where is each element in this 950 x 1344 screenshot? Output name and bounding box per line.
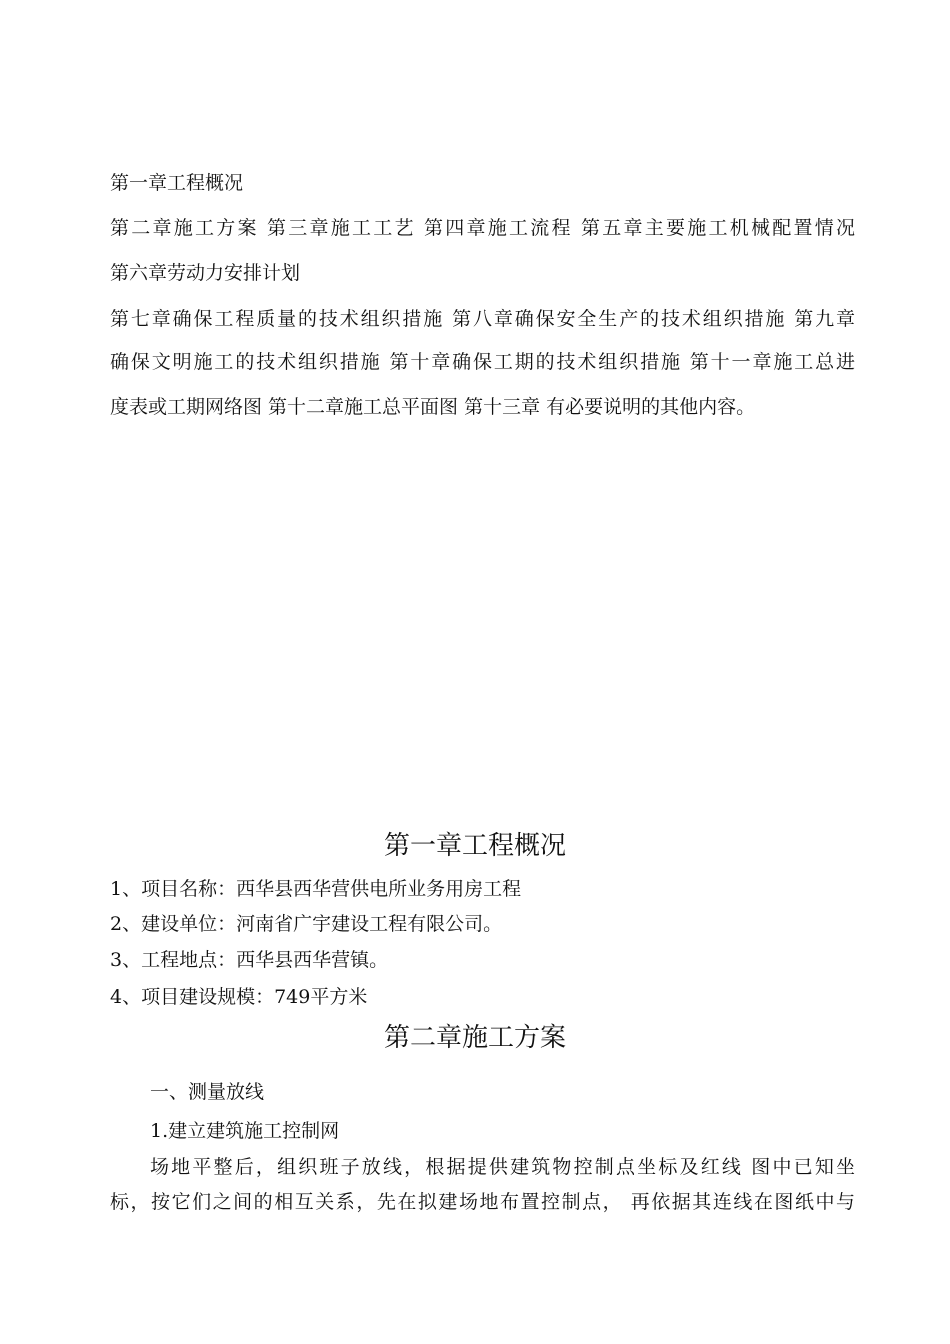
chapter-1-title: 第一章工程概况 — [383, 831, 566, 861]
chapter-2-title: 第二章施工方案 — [383, 1023, 566, 1053]
chapter-1-item-1: 1、项目名称：西华县西华营供电所业务用房工程 — [110, 878, 522, 900]
chapter-1-item-4: 4、项目建设规模：749平方米 — [110, 986, 368, 1008]
toc-line-5: 确保文明施工的技术组织措施 第十章确保工期的技术组织措施 第十一章施工总进 — [110, 351, 855, 373]
chapter-1-item-2: 2、建设单位：河南省广宇建设工程有限公司。 — [110, 913, 503, 935]
chapter-1-item-3: 3、工程地点：西华县西华营镇。 — [110, 949, 389, 971]
toc-line-3: 第六章劳动力安排计划 — [110, 262, 301, 284]
paragraph-line-1: 场地平整后，组织班子放线，根据提供建筑物控制点坐标及红线 图中已知坐 — [150, 1156, 855, 1178]
subsection-control-network: 1.建立建筑施工控制网 — [150, 1120, 340, 1142]
paragraph-line-2: 标，按它们之间的相互关系，先在拟建场地布置控制点， 再依据其连线在图纸中与 — [110, 1191, 855, 1213]
toc-line-1: 第一章工程概况 — [110, 172, 244, 194]
toc-line-4: 第七章确保工程质量的技术组织措施 第八章确保安全生产的技术组织措施 第九章 — [110, 308, 855, 330]
toc-line-2: 第二章施工方案 第三章施工工艺 第四章施工流程 第五章主要施工机械配置情况 — [110, 217, 855, 239]
section-survey-setout: 一、测量放线 — [150, 1081, 265, 1103]
toc-line-6: 度表或工期网络图 第十二章施工总平面图 第十三章 有必要说明的其他内容。 — [110, 396, 756, 418]
